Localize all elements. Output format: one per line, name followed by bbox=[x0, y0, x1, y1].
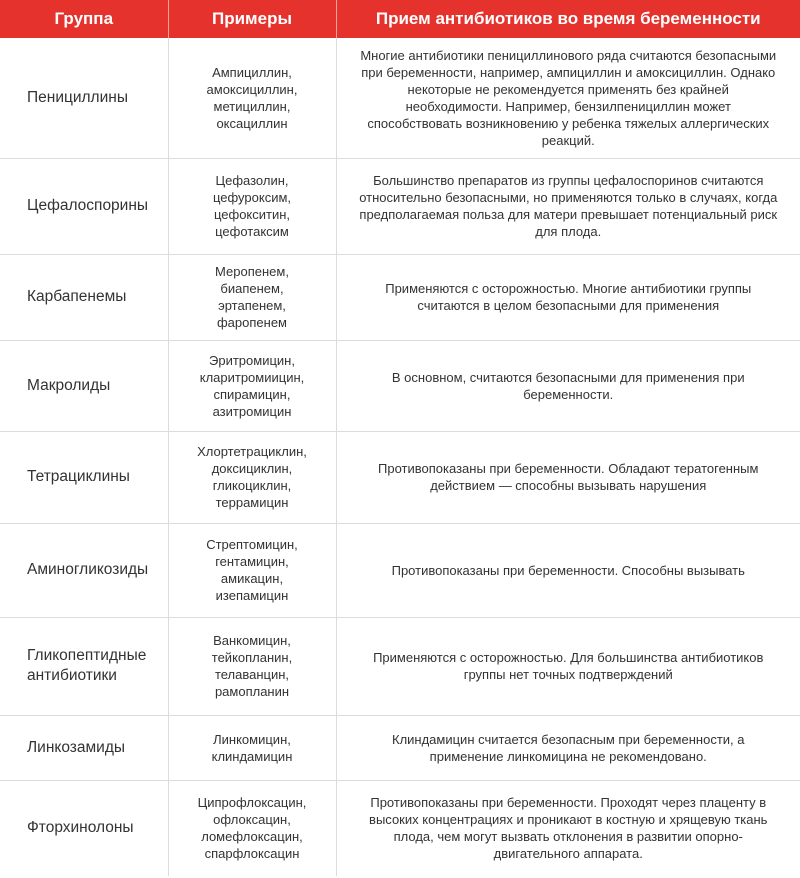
group-cell: Цефалоспорины bbox=[0, 158, 168, 254]
group-cell: Фторхинолоны bbox=[0, 780, 168, 876]
example-item: цефотаксим bbox=[215, 224, 289, 239]
note-cell: Применяются с осторожностью. Для большинства антибиотиков группы нет точных подтверждений bbox=[336, 617, 800, 715]
example-item: цефуроксим, bbox=[212, 190, 292, 205]
example-item: Меропенем, bbox=[215, 264, 289, 279]
example-item: цефокситин, bbox=[213, 207, 291, 222]
example-item: фаропенем bbox=[216, 315, 287, 330]
example-item: метициллин, bbox=[213, 98, 291, 114]
example-item: изепамицин bbox=[215, 588, 289, 603]
examples-cell bbox=[168, 523, 336, 617]
group-cell: Карбапенемы bbox=[0, 254, 168, 340]
example-item: Стрептомицин, bbox=[206, 537, 298, 552]
examples-cell bbox=[168, 780, 336, 876]
example-item: рамопланин bbox=[214, 684, 290, 699]
example-item: Хлортетрациклин, bbox=[197, 444, 307, 459]
example-item: Эритромицин, bbox=[209, 352, 295, 368]
note-cell: Противопоказаны при беременности. Способны вызывать bbox=[336, 523, 800, 617]
example-item: гликоциклин, bbox=[212, 478, 292, 493]
note-cell: Применяются с осторожностью. Многие антибиотики группы считаются в целом безопасными для применения bbox=[336, 254, 800, 340]
header-group: Группа bbox=[0, 0, 168, 38]
example-item: эртапенем, bbox=[218, 298, 286, 313]
example-item: амикацин, bbox=[220, 571, 284, 586]
example-item: азитромицин bbox=[212, 403, 292, 419]
example-item: Ампициллин, bbox=[212, 64, 292, 80]
table-row bbox=[0, 523, 800, 617]
group-cell: Макролиды bbox=[0, 340, 168, 431]
example-item: террамицин bbox=[215, 495, 289, 510]
example-item: Ванкомицин, bbox=[213, 633, 291, 648]
example-item: тейкопланин, bbox=[211, 650, 293, 665]
table-row bbox=[0, 617, 800, 715]
table-row bbox=[0, 340, 800, 431]
example-item: доксициклин, bbox=[211, 461, 293, 476]
example-item: гентамицин, bbox=[215, 554, 289, 569]
example-item: офлоксацин, bbox=[213, 812, 291, 828]
header-row bbox=[0, 0, 800, 38]
example-item: ломефлоксацин, bbox=[201, 829, 303, 845]
example-item: телаванцин, bbox=[214, 667, 290, 682]
example-item: Линкомицин, bbox=[213, 731, 291, 747]
example-item: Цефазолин, bbox=[215, 173, 289, 188]
table-row bbox=[0, 780, 800, 876]
examples-cell bbox=[168, 340, 336, 431]
group-cell: Линкозамиды bbox=[0, 715, 168, 780]
note-cell: Клиндамицин считается безопасным при беременности, а применение линкомицина не рекомендовано. bbox=[336, 715, 800, 780]
group-cell: Аминогликозиды bbox=[0, 523, 168, 617]
examples-cell bbox=[168, 715, 336, 780]
group-cell: Тетрациклины bbox=[0, 431, 168, 523]
header-pregnancy: Прием антибиотиков во время беременности bbox=[336, 0, 800, 38]
header-examples: Примеры bbox=[168, 0, 336, 38]
note-cell: Большинство препаратов из группы цефалоспоринов считаются относительно безопасными, но применяются только в случаях, когда предполагаемая польза для матери превышает потенциальный риск для плода. bbox=[336, 158, 800, 254]
group-cell: Гликопептидные антибиотики bbox=[0, 617, 168, 715]
examples-cell bbox=[168, 431, 336, 523]
note-cell: В основном, считаются безопасными для применения при беременности. bbox=[336, 340, 800, 431]
example-item: амоксициллин, bbox=[206, 81, 298, 97]
examples-cell bbox=[168, 38, 336, 158]
example-item: биапенем, bbox=[220, 281, 284, 296]
table-row bbox=[0, 715, 800, 780]
example-item: спарфлоксацин bbox=[204, 846, 300, 862]
example-item: спирамицин, bbox=[213, 386, 291, 402]
examples-cell bbox=[168, 617, 336, 715]
table-row bbox=[0, 158, 800, 254]
example-item: кларитромиицин, bbox=[199, 369, 305, 385]
note-cell: Противопоказаны при беременности. Проходят через плаценту в высоких концентрациях и проникают в костную и хрящевую ткань плода, чем могут вызвать отклонения в развитии опорно-двигательного аппарата. bbox=[336, 780, 800, 876]
table-row bbox=[0, 38, 800, 158]
table-row bbox=[0, 431, 800, 523]
example-item: оксациллин bbox=[216, 115, 288, 131]
examples-cell bbox=[168, 254, 336, 340]
group-cell: Пенициллины bbox=[27, 88, 128, 106]
example-item: клиндамицин bbox=[211, 748, 293, 764]
example-item: Ципрофлоксацин, bbox=[197, 795, 307, 811]
note-cell: Многие антибиотики пенициллинового ряда считаются безопасными при беременности, например, ампициллин и амоксициллин. Однако некоторые не рекомендуется применять без крайней необходимости. Например, бензилпенициллин может способствовать возникновению у ребенка тяжелых аллергических реакций. bbox=[336, 38, 800, 158]
table-row bbox=[0, 254, 800, 340]
note-cell: Противопоказаны при беременности. Обладают тератогенным действием — способны вызывать нарушения bbox=[336, 431, 800, 523]
examples-cell bbox=[168, 158, 336, 254]
